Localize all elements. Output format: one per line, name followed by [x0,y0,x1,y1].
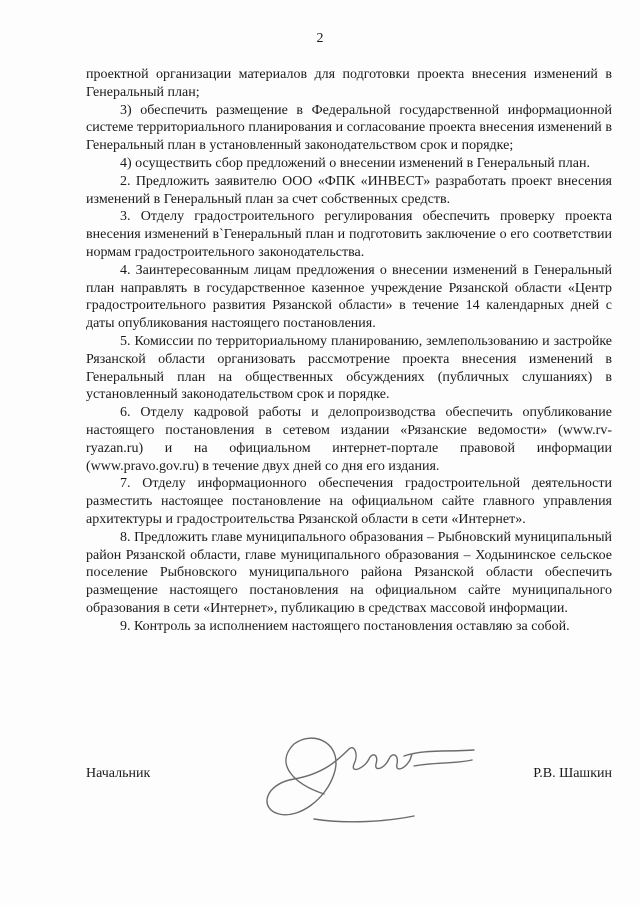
paragraph-item-9: 9. Контроль за исполнением настоящего постановления оставляю за собой. [120,618,570,634]
signature-block [86,750,612,830]
paragraph-subitem-3: 3) обеспечить размещение в Федеральной государственной информационной системе территориального планирования и согласование проекта внесения изменений в Генеральный план в установленный законодательством срок и порядке; [86,102,612,154]
paragraph-item-3: 3. Отделу градостроительного регулирования обеспечить проверку проекта внесения изменений в`Генеральный план и подготовить заключение о его соответствии нормам градостроительного законодательства. [86,209,612,260]
page-number: 2 [316,31,324,46]
paragraph-item-4: 4. Заинтересованным лицам предложения о внесении изменений в Генеральный план направлять в государственное казенное учреждение Рязанской области «Центр градостроительного развития Рязанской области» в течение 14 календарных дней с даты опубликования настоящего постановления. [86,262,612,332]
paragraph-item-8: 8. Предложить главе муниципального образования – Рыбновский муниципальный район Рязанской области, главе муниципального образования – Ходынинское сельское поселение Рыбновского муниципального района Рязанской области обеспечить размещение настоящего постановления на официальном сайте муниципального образования в сети «Интернет», публикацию в средствах массовой информации. [86,529,612,616]
paragraph-item-7: 7. Отделу информационного обеспечения градостроительной деятельности разместить настоящее постановление на официальном сайте главного управления архитектуры и градостроительства Рязанской области в сети «Интернет». [86,476,612,527]
handwritten-signature-icon [254,724,494,834]
document-body [86,66,612,636]
paragraph-item-2: 2. Предложить заявителю ООО «ФПК «ИНВЕСТ» разработать проект внесения изменений в Генеральный план за счет собственных средств. [86,173,612,207]
paragraph-item-5: 5. Комиссии по территориальному планированию, землепользованию и застройке Рязанской области организовать рассмотрение проекта внесения изменений в Генеральный план на общественных обсуждениях (публичных слушаниях) в установленный законодательством срок и порядке. [86,333,612,403]
paragraph-continuation: проектной организации материалов для подготовки проекта внесения изменений в Генеральный план; [86,67,612,100]
paragraph-item-6: 6. Отделу кадровой работы и делопроизводства обеспечить опубликование настоящего постановления в сетевом издании «Рязанские ведомости» (www.rv-ryazan.ru) и на официальном интернет-портале правовой информации (www.pravo.gov.ru) в течение двух дней со дня его издания. [86,405,612,474]
signatory-name: Р.В. Шашкин [533,766,612,781]
paragraph-subitem-4: 4) осуществить сбор предложений о внесении изменений в Генеральный план. [120,155,590,171]
signatory-position: Начальник [86,766,151,781]
